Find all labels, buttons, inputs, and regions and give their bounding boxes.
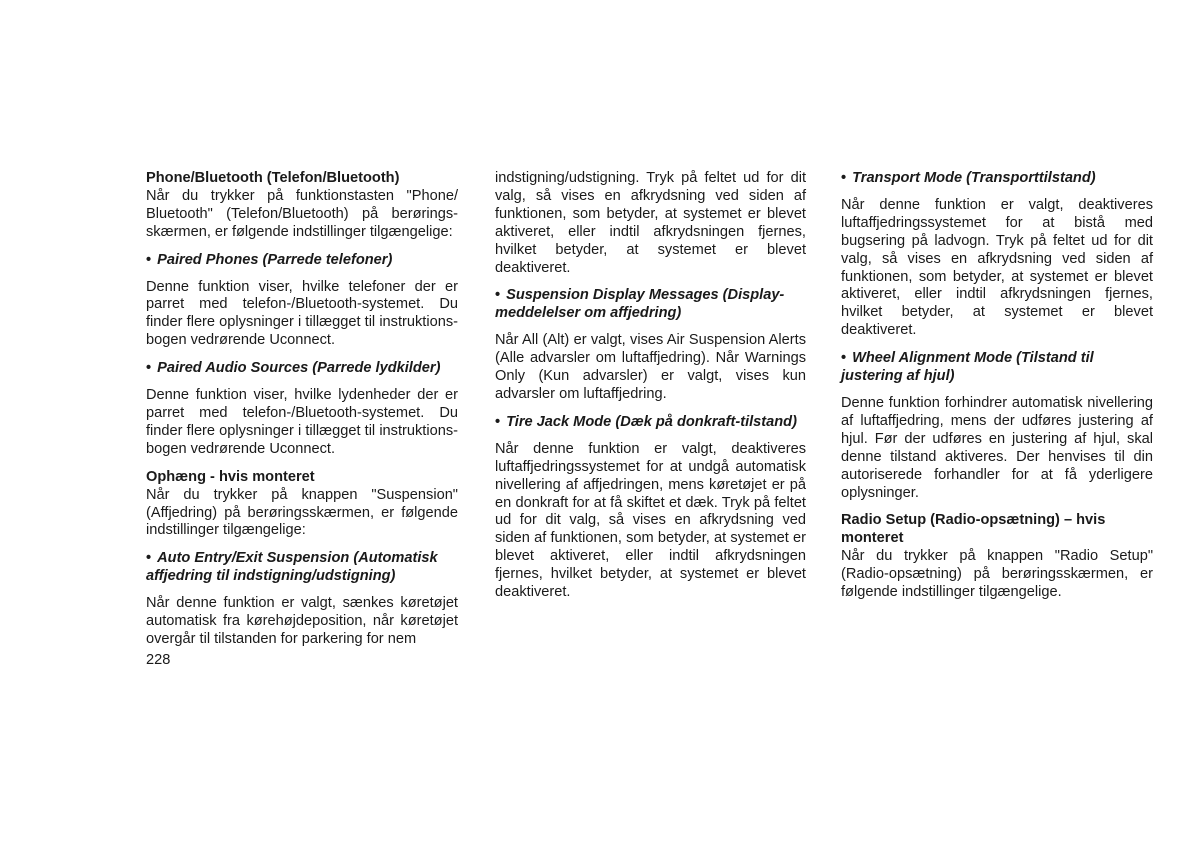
paragraph: Denne funktion viser, hvilke telefoner der er parret med telefon-/Bluetooth-systemet. Du finder flere oplysninger i tillægget til instruktions-bogen vedrørende Uconnect. (146, 278, 458, 349)
bullet-label: Paired Phones (Parrede telefoner) (157, 251, 393, 268)
section-heading-phone-bluetooth: Phone/Bluetooth (Telefon/Bluetooth) (146, 170, 400, 186)
bullet-icon: • (841, 170, 847, 186)
bullet-label: Transport Mode (Transporttilstand) (852, 170, 1096, 186)
section-heading-suspension: Ophæng - hvis monteret (146, 468, 315, 485)
paragraph: Når denne funktion er valgt, deaktiveres luftaffjedringssystemet for at bistå med bugsering på ladvogn. Tryk på feltet ud for dit valg, så vises en afkrydsning ved siden af funktionen, som betyder, at systemet er blevet aktiveret, eller indtil afkrydsningen fjernes, hvilket betyder, at systemet er blevet deaktiveret. (841, 196, 1153, 339)
bullet-icon: • (146, 550, 152, 567)
bullet-item (146, 550, 458, 586)
bullet-icon: • (146, 251, 152, 268)
paragraph: Denne funktion viser, hvilke lydenheder der er parret med telefon-/Bluetooth-systemet. Du finder flere oplysninger i tillægget til instruktions-bogen vedrørende Uconnect. (146, 387, 458, 457)
bullet-label: Suspension Display Messages (Display-meddelelser om affjedring) (495, 287, 785, 322)
paragraph: Når denne funktion er valgt, sænkes køretøjet automatisk fra kørehøjdeposition, når køretøjet overgår til tilstanden for parkering for nem (146, 595, 458, 647)
page-number: 228 (146, 652, 171, 668)
paragraph: Når denne funktion er valgt, deaktiveres luftaffjedringssystemet for at undgå automatisk nivellering af affjedringen, mens køretøjet er på en donkraft for at få skiftet et dæk. Tryk på feltet ud for dit valg, så vises en afkrydsning ved siden af funktionen, som betyder, at systemet er blevet aktiveret, eller indtil afkrydsningen fjernes, hvilket betyder, at systemet er blevet deaktiveret. (495, 440, 806, 601)
column-left (146, 170, 458, 649)
paragraph: Når du trykker på funktionstasten "Phone/ Bluetooth" (Telefon/Bluetooth) på berørings-skærmen, er følgende indstillinger tilgængelige: (146, 187, 458, 240)
bullet-label: Paired Audio Sources (Parrede lydkilder) (157, 360, 441, 377)
bullet-item (146, 252, 458, 270)
paragraph: Denne funktion forhindrer automatisk nivellering af luftaffjedring, mens der udføres justering af hjul. Før der udføres en justering af hjul, skal denne tilstand aktiveres. Der henvises til din autoriserede forhandler for at få yderligere oplysninger. (841, 394, 1153, 501)
bullet-label: Auto Entry/Exit Suspension (Automatisk affjedring til indstigning/udstigning) (146, 550, 438, 585)
paragraph: indstigning/udstigning. Tryk på feltet ud for dit valg, så vises en afkrydsning ved siden af funktionen, som betyder, at systemet er blevet aktiveret, eller indtil afkrydsningen fjernes, hvilket betyder, at systemet er blevet deaktiveret. (495, 170, 806, 276)
bullet-icon: • (495, 287, 501, 304)
bullet-item (495, 414, 806, 432)
bullet-icon: • (146, 360, 152, 377)
paragraph: Når du trykker på knappen "Suspension" (Affjedring) på berøringsskærmen, er følgende indstillinger tilgængelige: (146, 486, 458, 539)
column-middle (495, 170, 806, 602)
bullet-item (841, 170, 1153, 188)
bullet-item (841, 350, 1153, 386)
bullet-icon: • (495, 413, 501, 430)
bullet-icon: • (841, 350, 847, 367)
bullet-item (146, 360, 458, 378)
section-heading-radio-setup: Radio Setup (Radio-opsætning) – hvis monteret (841, 512, 1106, 547)
column-right (841, 170, 1153, 602)
bullet-label: Wheel Alignment Mode (Tilstand til justering af hjul) (841, 350, 1094, 385)
paragraph: Når du trykker på knappen "Radio Setup" (Radio-opsætning) på berøringsskærmen, er følgende indstillinger tilgængelige. (841, 548, 1153, 601)
paragraph: Når All (Alt) er valgt, vises Air Suspension Alerts (Alle advarsler om luftaffjedring). Når Warnings Only (Kun advarsler) er valgt, vises kun advarsler om luftaffjedring. (495, 332, 806, 402)
bullet-item (495, 287, 806, 323)
bullet-label: Tire Jack Mode (Dæk på donkraft-tilstand) (506, 413, 797, 430)
